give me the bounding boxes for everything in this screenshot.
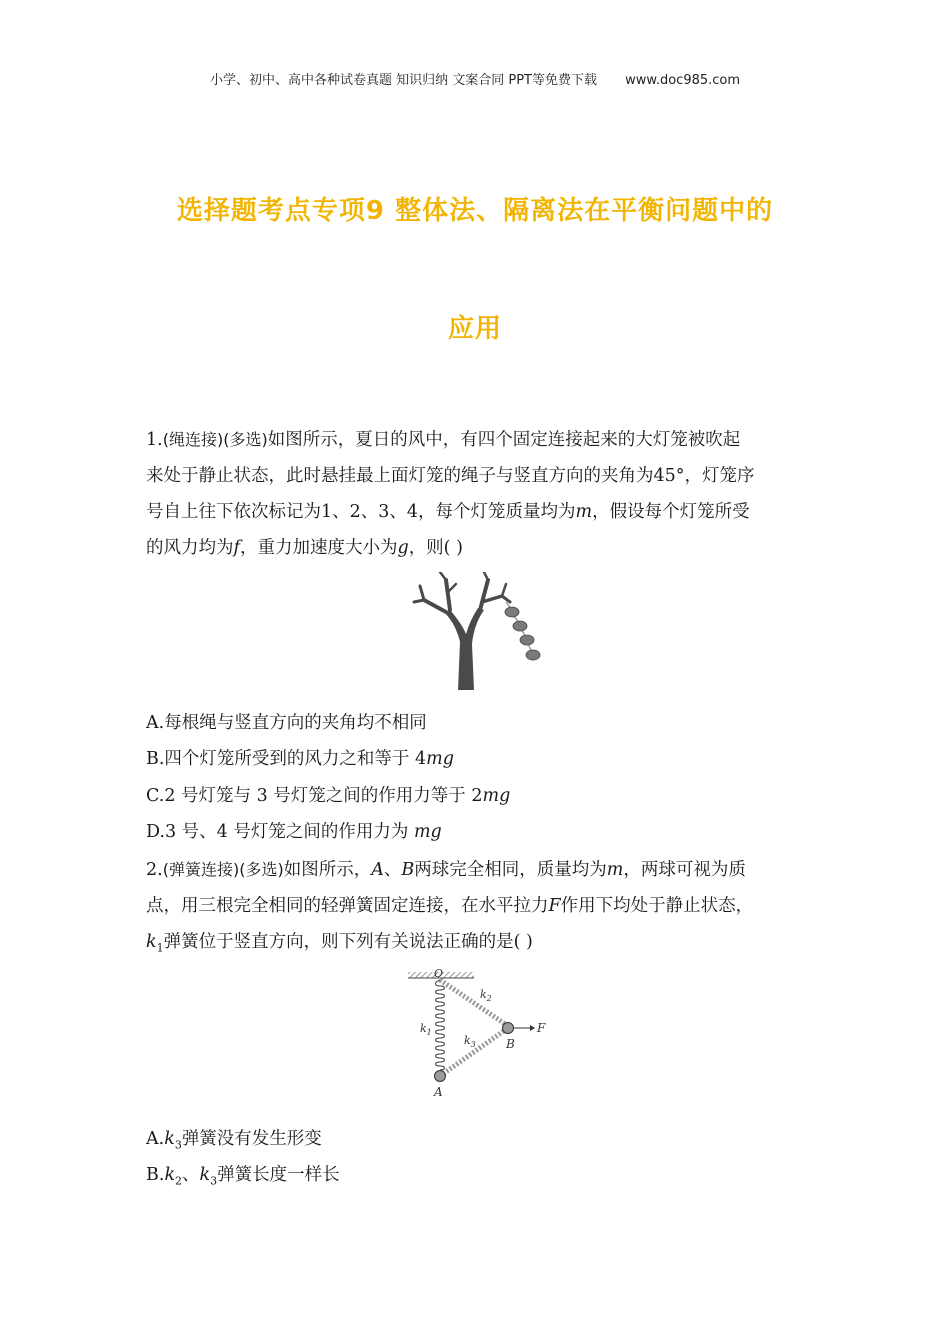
- ball-b-label: B: [506, 1037, 515, 1051]
- page-title-line2: 应用: [447, 314, 502, 344]
- q2-line3: $k_1$弹簧位于竖直方向，则下列有关说法正确的是( ): [146, 932, 533, 955]
- k1-label: $k_1$: [420, 1022, 432, 1037]
- q2-option-b[interactable]: $B.k_2$、$k_3$弹簧长度一样长: [146, 1165, 340, 1188]
- k3-label: $k_3$: [464, 1034, 476, 1049]
- q1-option-c[interactable]: C.2 号灯笼与 3 号灯笼之间的作用力等于 2mg: [146, 786, 511, 806]
- spring-k3: [440, 1028, 508, 1076]
- lantern-1: [505, 607, 519, 617]
- q1-option-a[interactable]: A.每根绳与竖直方向的夹角均不相同: [146, 713, 427, 733]
- q1-option-b[interactable]: B.四个灯笼所受到的风力之和等于 4mg: [146, 749, 454, 769]
- tree-lantern-figure: [406, 572, 546, 690]
- force-label: F: [537, 1021, 546, 1035]
- page-header: [0, 69, 950, 88]
- q1-line1: 1.(绳连接)(多选)如图所示，夏日的风中，有四个固定连接起来的大灯笼被吹起: [146, 430, 741, 450]
- point-o-label: O: [434, 968, 444, 980]
- q1-line4: 的风力均为f，重力加速度大小为g，则( ): [146, 538, 463, 558]
- ball-b: [503, 1023, 514, 1034]
- q2-option-a[interactable]: $A.k_3$弹簧没有发生形变: [146, 1129, 322, 1152]
- question-2: [146, 852, 811, 967]
- q1-line2: 来处于静止状态，此时悬挂最上面灯笼的绳子与竖直方向的夹角为45°，灯笼序: [146, 466, 755, 486]
- q1-line3: 号自上往下依次标记为1、2、3、4，每个灯笼质量均为m，假设每个灯笼所受: [146, 502, 750, 522]
- q2-line2: 点，用三根完全相同的轻弹簧固定连接，在水平拉力F作用下均处于静止状态，: [146, 896, 754, 916]
- lantern-2: [513, 621, 527, 631]
- spring-k1: [436, 980, 445, 1070]
- lantern-4: [526, 650, 540, 660]
- spring-k2: [440, 980, 508, 1026]
- ball-a: [435, 1071, 446, 1082]
- page-title-line1: 选择题考点专项9 整体法、隔离法在平衡问题中的: [176, 196, 774, 226]
- header-url[interactable]: www.doc985.com: [625, 73, 741, 88]
- header-text: 小学、初中、高中各种试卷真题 知识归纳 文案合同 PPT等免费下载: [209, 73, 597, 88]
- question-1: [146, 422, 811, 566]
- ball-a-label: A: [434, 1085, 443, 1099]
- k2-label: $k_2$: [480, 988, 492, 1003]
- q2-line1: 2.(弹簧连接)(多选)如图所示，A、B两球完全相同，质量均为m，两球可视为质: [146, 860, 746, 880]
- lantern-3: [520, 635, 534, 645]
- q1-option-d[interactable]: D.3 号、4 号灯笼之间的作用力为 mg: [146, 822, 442, 842]
- spring-figure: [402, 968, 552, 1102]
